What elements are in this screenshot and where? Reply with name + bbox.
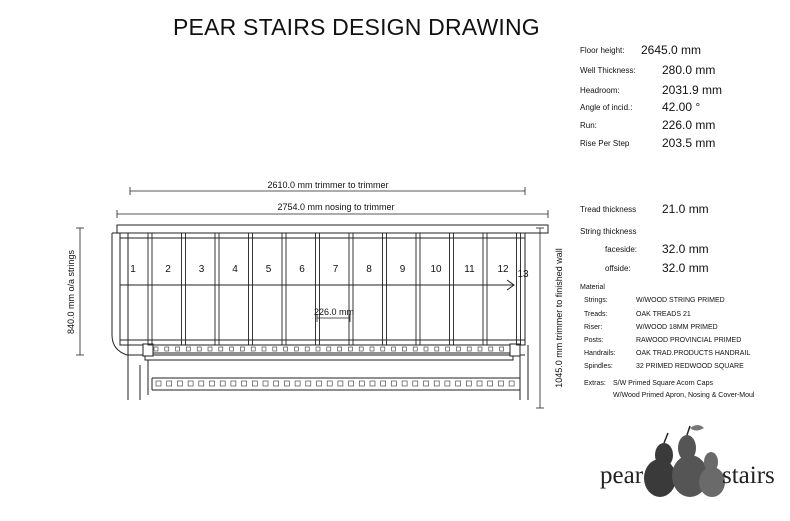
apron-block — [317, 381, 322, 386]
spindle — [165, 347, 169, 351]
apron-block — [252, 381, 257, 386]
spindle — [435, 347, 439, 351]
riser-line — [349, 233, 353, 345]
apron-block — [231, 381, 236, 386]
apron-block — [188, 381, 193, 386]
apron-block — [220, 381, 225, 386]
apron-block — [156, 381, 161, 386]
material-strings-label: Strings: — [584, 297, 608, 304]
apron-block — [424, 381, 429, 386]
spindle — [294, 347, 298, 351]
apron-block — [263, 381, 268, 386]
spec-rise-label: Rise Per Step — [580, 139, 630, 148]
spindle — [327, 347, 331, 351]
spindle — [348, 347, 352, 351]
dim-run-label: 226.0 mm — [313, 307, 355, 317]
spindle — [176, 347, 180, 351]
spindle — [230, 347, 234, 351]
walkline-arrow — [120, 280, 514, 290]
spindle — [219, 347, 223, 351]
step-number: 11 — [464, 264, 475, 275]
material-treads-value: OAK TREADS 21 — [636, 311, 691, 318]
spindle — [251, 347, 255, 351]
step-number: 5 — [265, 264, 272, 275]
riser-line — [148, 233, 152, 345]
dim-nosing-label: 2754.0 mm nosing to trimmer — [277, 202, 395, 212]
offside-label: offside: — [605, 264, 631, 273]
material-strings-value: W/WOOD STRING PRIMED — [636, 297, 725, 304]
material-treads-label: Treads: — [584, 311, 608, 318]
apron-block — [445, 381, 450, 386]
spindle — [392, 347, 396, 351]
spindle — [305, 347, 309, 351]
step-number: 2 — [165, 264, 171, 275]
offside-value: 32.0 mm — [662, 261, 709, 275]
spindle — [467, 347, 471, 351]
spindle — [197, 347, 201, 351]
riser-line — [282, 233, 286, 345]
apron-block — [498, 381, 503, 386]
apron-block — [391, 381, 396, 386]
material-handrails-value: OAK TRAD.PRODUCTS HANDRAIL — [636, 350, 751, 357]
spindle — [424, 347, 428, 351]
apron-block — [434, 381, 439, 386]
material-posts-value: RAWOOD PROVINCIAL PRIMED — [636, 337, 742, 344]
apron-block — [274, 381, 279, 386]
apron-block — [381, 381, 386, 386]
apron-block — [370, 381, 375, 386]
spindle — [316, 347, 320, 351]
apron-block — [167, 381, 172, 386]
spec-well-thickness-label: Well Thickness: — [580, 66, 636, 75]
riser-line — [450, 233, 454, 345]
extras-item-1: S/W Primed Square Acorn Caps — [613, 380, 713, 387]
spindle — [240, 347, 244, 351]
spindle — [489, 347, 493, 351]
tread-thickness-label: Tread thickness — [580, 205, 637, 214]
spindle — [446, 347, 450, 351]
apron-block — [456, 381, 461, 386]
apron-block — [509, 381, 514, 386]
material-posts-label: Posts: — [584, 337, 604, 344]
apron-block — [349, 381, 354, 386]
riser-line — [483, 233, 487, 345]
material-heading: Material — [580, 284, 605, 291]
step-number: 8 — [366, 264, 372, 275]
material-spindles-value: 32 PRIMED REDWOOD SQUARE — [636, 363, 744, 370]
spindle — [208, 347, 212, 351]
riser-line — [383, 233, 387, 345]
material-riser-value: W/WOOD 18MM PRIMED — [636, 324, 718, 331]
spindle — [262, 347, 266, 351]
apron-block — [413, 381, 418, 386]
apron-block — [242, 381, 247, 386]
apron-block — [338, 381, 343, 386]
spec-run-value: 226.0 mm — [662, 118, 716, 132]
dim-left-label: 840.0 mm o/a strings — [66, 249, 76, 335]
spindle — [370, 347, 374, 351]
spindle — [456, 347, 460, 351]
faceside-value: 32.0 mm — [662, 242, 709, 256]
step-number: 9 — [399, 264, 406, 275]
riser-line — [182, 233, 186, 345]
step-number: 3 — [198, 264, 205, 275]
riser-line — [517, 233, 521, 345]
apron-block — [402, 381, 407, 386]
spindle — [478, 347, 482, 351]
spindle — [359, 347, 363, 351]
tread-thickness-value: 21.0 mm — [662, 202, 709, 216]
extras-item-2: W/Wood Primed Apron, Nosing & Cover-Moul — [613, 392, 755, 399]
spec-rise-value: 203.5 mm — [662, 136, 716, 150]
riser-line — [249, 233, 253, 345]
spec-angle-label: Angle of incid.: — [580, 103, 633, 112]
spec-floor-height-label: Floor height: — [580, 46, 625, 55]
extras-label: Extras: — [584, 380, 606, 387]
spec-headroom-label: Headroom: — [580, 86, 620, 95]
spindle — [413, 347, 417, 351]
spec-headroom-value: 2031.9 mm — [662, 83, 723, 97]
spindle — [273, 347, 277, 351]
riser-line — [215, 233, 219, 345]
apron-block — [284, 381, 289, 386]
apron-block — [477, 381, 482, 386]
step-number: 6 — [299, 264, 305, 275]
riser-line — [316, 233, 320, 345]
apron-block — [306, 381, 311, 386]
material-handrails-label: Handrails: — [584, 350, 616, 357]
spec-well-thickness-value: 280.0 mm — [662, 63, 716, 77]
material-riser-label: Riser: — [584, 324, 603, 331]
material-spindles-label: Spindles: — [584, 363, 613, 370]
logo-word-stairs: stairs — [722, 462, 775, 489]
step-number: 13 — [517, 269, 529, 280]
step-number: 12 — [497, 264, 509, 275]
apron-block — [210, 381, 215, 386]
apron-block — [199, 381, 204, 386]
step-number: 1 — [130, 264, 136, 275]
apron-block — [295, 381, 300, 386]
spindle — [154, 347, 158, 351]
page-title: PEAR STAIRS DESIGN DRAWING — [173, 14, 540, 40]
faceside-label: faceside: — [605, 245, 638, 254]
step-number: 4 — [232, 264, 238, 275]
apron-block — [177, 381, 182, 386]
pear-logo-icon — [644, 425, 725, 497]
spindle — [402, 347, 406, 351]
dim-top-label: 2610.0 mm trimmer to trimmer — [267, 180, 389, 190]
apron-block — [488, 381, 493, 386]
spec-angle-value: 42.00 ° — [662, 100, 701, 114]
spindle — [284, 347, 288, 351]
spindle — [338, 347, 342, 351]
apron-block — [327, 381, 332, 386]
spec-run-label: Run: — [580, 121, 597, 130]
apron-block — [359, 381, 364, 386]
spec-floor-height-value: 2645.0 mm — [641, 43, 702, 57]
string-thickness-heading: String thickness — [580, 227, 637, 236]
riser-line — [416, 233, 420, 345]
spindle — [500, 347, 504, 351]
spindle — [381, 347, 385, 351]
dim-right-label: 1045.0 mm trimmer to finished wall — [554, 248, 564, 388]
apron-block — [466, 381, 471, 386]
logo-word-pear: pear — [600, 462, 644, 489]
spindle — [186, 347, 190, 351]
step-number: 10 — [430, 264, 442, 275]
step-number: 7 — [332, 264, 339, 275]
